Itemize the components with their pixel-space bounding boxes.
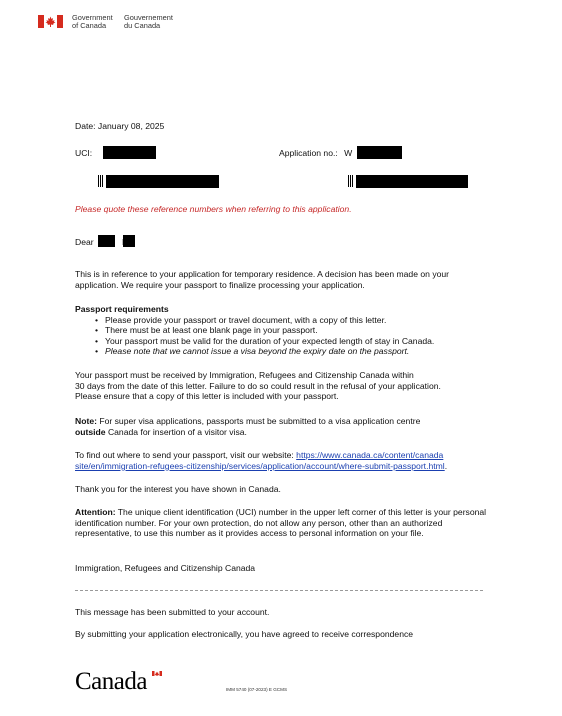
- note-outside: outside: [75, 426, 106, 437]
- submitted-message: This message has been submitted to your account.: [75, 607, 270, 617]
- thanks-line: Thank you for the interest you have shown in Canada.: [75, 484, 281, 494]
- uci-label: UCI:: [75, 148, 93, 158]
- requirement-item: • There must be at least one blank page in your passport.: [95, 325, 495, 336]
- barcode-application-redaction: [356, 175, 468, 188]
- barcode-uci-redaction: [106, 175, 219, 188]
- where-submit-passport-link[interactable]: https://www.canada.ca/content/canada: [296, 450, 444, 460]
- find-out-paragraph: To find out where to send your passport, visit our website: https://www.canada.ca/content/canada site/en/immigration-refugees-citizenship/services/application/account/where-submit-passport.html.: [75, 450, 448, 471]
- recipient-name-redaction-2: [123, 235, 135, 247]
- intro-paragraph: This is in reference to your application for temporary residence. A decision has been made on your application. We require your passport to finalize processing your application.: [75, 269, 450, 290]
- electronic-consent-message: By submitting your application electronically, you have agreed to receive correspondence: [75, 629, 414, 639]
- application-number-label: Application no.:: [279, 148, 338, 158]
- requirements-list: [75, 315, 495, 357]
- separator: [75, 590, 483, 591]
- application-number-redaction: [357, 146, 402, 159]
- canada-flag-icon: [38, 15, 63, 28]
- requirement-item: • Your passport must be valid for the duration of your expected length of stay in Canada.: [95, 336, 495, 347]
- application-number-field: [279, 148, 352, 159]
- requirement-item: • Please provide your passport or travel document, with a copy of this letter.: [95, 315, 495, 326]
- deadline-paragraph: Your passport must be received by Immigration, Refugees and Citizenship Canada within 30 days from the date of this letter. Failure to do so could result in the refusal of your application. Please ensure that a copy of this letter is included with your passport.: [75, 370, 441, 402]
- barcode-uci: [98, 175, 104, 187]
- barcode-application: [348, 175, 354, 187]
- requirements-heading: Passport requirements: [75, 304, 169, 314]
- government-of-canada-english: Government of Canada: [72, 13, 113, 31]
- note-label: Note:: [75, 416, 97, 426]
- uci-redaction: [103, 146, 156, 159]
- where-submit-passport-link-continued[interactable]: site/en/immigration-refugees-citizenship/services/application/account/where-submit-passport.html: [75, 460, 445, 471]
- application-number-prefix: W: [344, 148, 353, 158]
- canada-wordmark: Canada: [75, 668, 147, 695]
- salutation-dear: Dear: [75, 237, 94, 247]
- recipient-name-redaction-1: [98, 235, 115, 247]
- requirement-item: • Please note that we cannot issue a visa beyond the expiry date on the passport.: [95, 346, 495, 357]
- attention-paragraph: Attention: The unique client identification (UCI) number in the upper left corner of this letter is your personal identification number. For your own protection, do not allow any person, other than an authorized representative, to use this number as it provides access to personal information on your file.: [75, 507, 487, 539]
- signature: Immigration, Refugees and Citizenship Canada: [75, 563, 256, 573]
- passport-requirements: [75, 304, 495, 357]
- government-of-canada-french: Gouvernement du Canada: [124, 13, 173, 31]
- form-number: IMM 5740 (07-2023) E GCMS: [226, 687, 288, 692]
- attention-label: Attention:: [75, 507, 116, 517]
- super-visa-note: Note: For super visa applications, passports must be submitted to a visa application centre outside Canada for insertion of a visitor visa.: [75, 416, 421, 437]
- letter-date: Date: January 08, 2025: [75, 121, 165, 131]
- wordmark-flag-icon: [152, 671, 162, 680]
- reference-note: Please quote these reference numbers when referring to this application.: [75, 204, 352, 214]
